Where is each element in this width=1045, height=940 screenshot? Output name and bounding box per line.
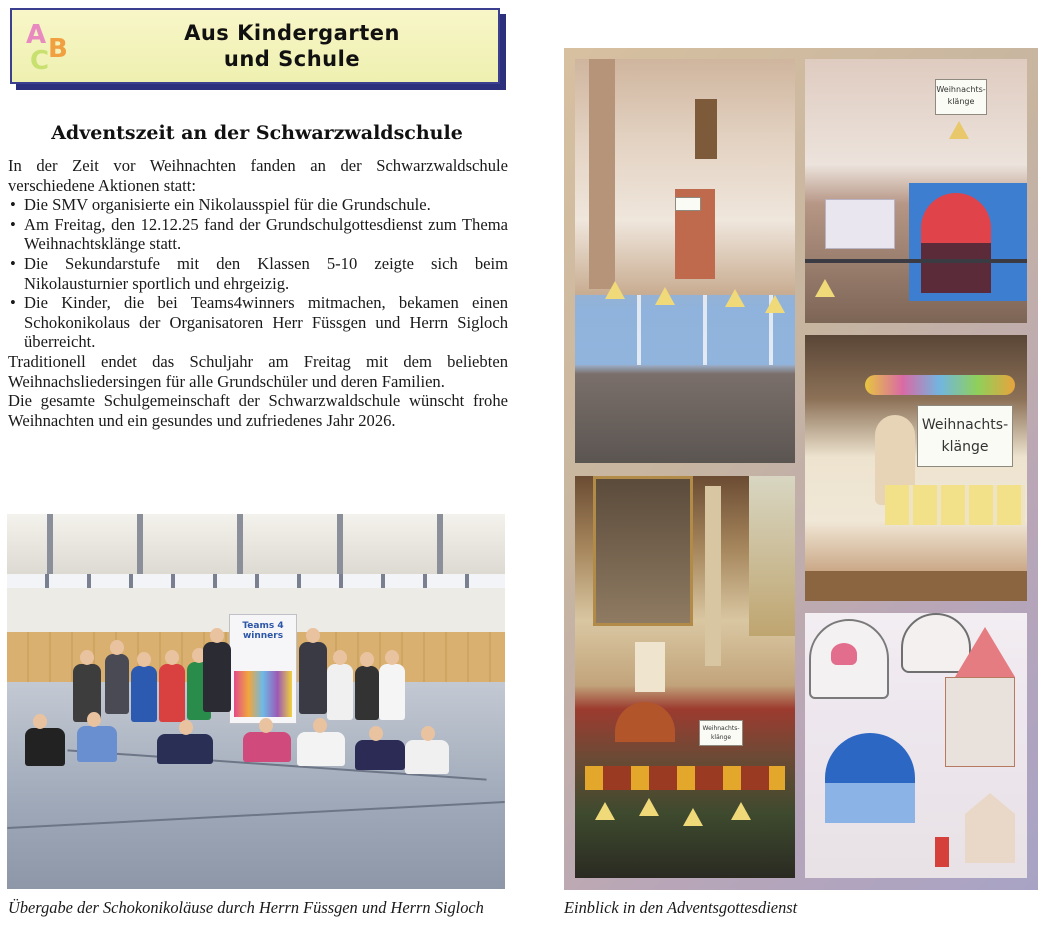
logo-letter-c: C [30,46,50,76]
paper-bell [639,798,659,816]
paper-bell [765,295,785,313]
article-bullet: • Die SMV organisierte ein Nikolausspiel für die Grundschule. [8,195,508,215]
banner-sign-text: Teams 4 winners [242,621,284,641]
article-intro: In der Zeit vor Weihnachten fanden an der Schwarzwaldschule verschiedene Aktionen statt: [8,156,508,195]
section-title-line1: Aus Kindergarten [184,21,400,45]
banner-box [10,8,500,84]
paper-bell [731,802,751,820]
paper-bell [605,281,625,299]
collage-photo-main-altar [575,476,795,878]
paper-bell [655,287,675,305]
article-bullet: • Am Freitag, den 12.12.25 fand der Grundschulgottesdienst zum Thema Weihnachtsklänge statt. [8,215,508,254]
logo-letter-b: B [48,34,68,64]
logo-letter-a: A [26,20,47,50]
paper-bell [949,121,969,139]
article-body [8,156,508,430]
paper-bell [725,289,745,307]
banner-sign-paint [234,671,292,717]
paper-bell [815,279,835,297]
article-headline: Adventszeit an der Schwarzwaldschule [51,122,463,144]
abc-logo [24,18,84,78]
sign-weihnachtsklaenge-altar: Weihnachts- klänge [699,720,743,746]
sign-weihnachtsklaenge-top: Weihnachts- klänge [935,79,987,115]
photo-caption-right: Einblick in den Adventsgottesdienst [564,898,798,917]
article-bullet-list [8,195,508,352]
article-paragraph-3: Die gesamte Schulgemeinschaft der Schwarzwaldschule wünscht frohe Weihnachten und ein gesundes und zufriedenes Jahr 2026. [8,391,508,430]
gym-group-photo [7,514,505,889]
section-banner [10,8,508,90]
teams4winners-banner [229,614,297,724]
collage-photo-house-drawing [805,59,1027,323]
section-title [122,20,462,72]
article-bullet: • Die Kinder, die bei Teams4winners mitmachen, bekamen einen Schokonikolaus der Organisatoren Herr Füssgen und Herrn Sigloch überreicht. [8,293,508,352]
collage-photo-drawings-closeup [805,613,1027,878]
collage-photo-angel-table [805,335,1027,601]
small-sign [675,197,701,211]
gym-windows [7,574,505,588]
section-title-line2: und Schule [223,47,361,71]
collage-photo-church-railing [575,59,795,463]
article-paragraph-2: Traditionell endet das Schuljahr am Freitag mit dem beliebten Weihnachsliedersingen für alle Grundschüler und deren Familien. [8,351,508,391]
paper-bell [683,808,703,826]
sign-weihnachtsklaenge-middle: Weihnachts- klänge [917,405,1013,467]
paper-bell [595,802,615,820]
article-bullet: • Die Sekundarstufe mit den Klassen 5-10 zeigte sich beim Nikolausturnier sportlich und ehrgeizig. [8,254,508,293]
church-photo-collage [564,48,1038,890]
photo-caption-left: Übergabe der Schokonikoläuse durch Herrn Füssgen und Herrn Sigloch [8,898,484,917]
